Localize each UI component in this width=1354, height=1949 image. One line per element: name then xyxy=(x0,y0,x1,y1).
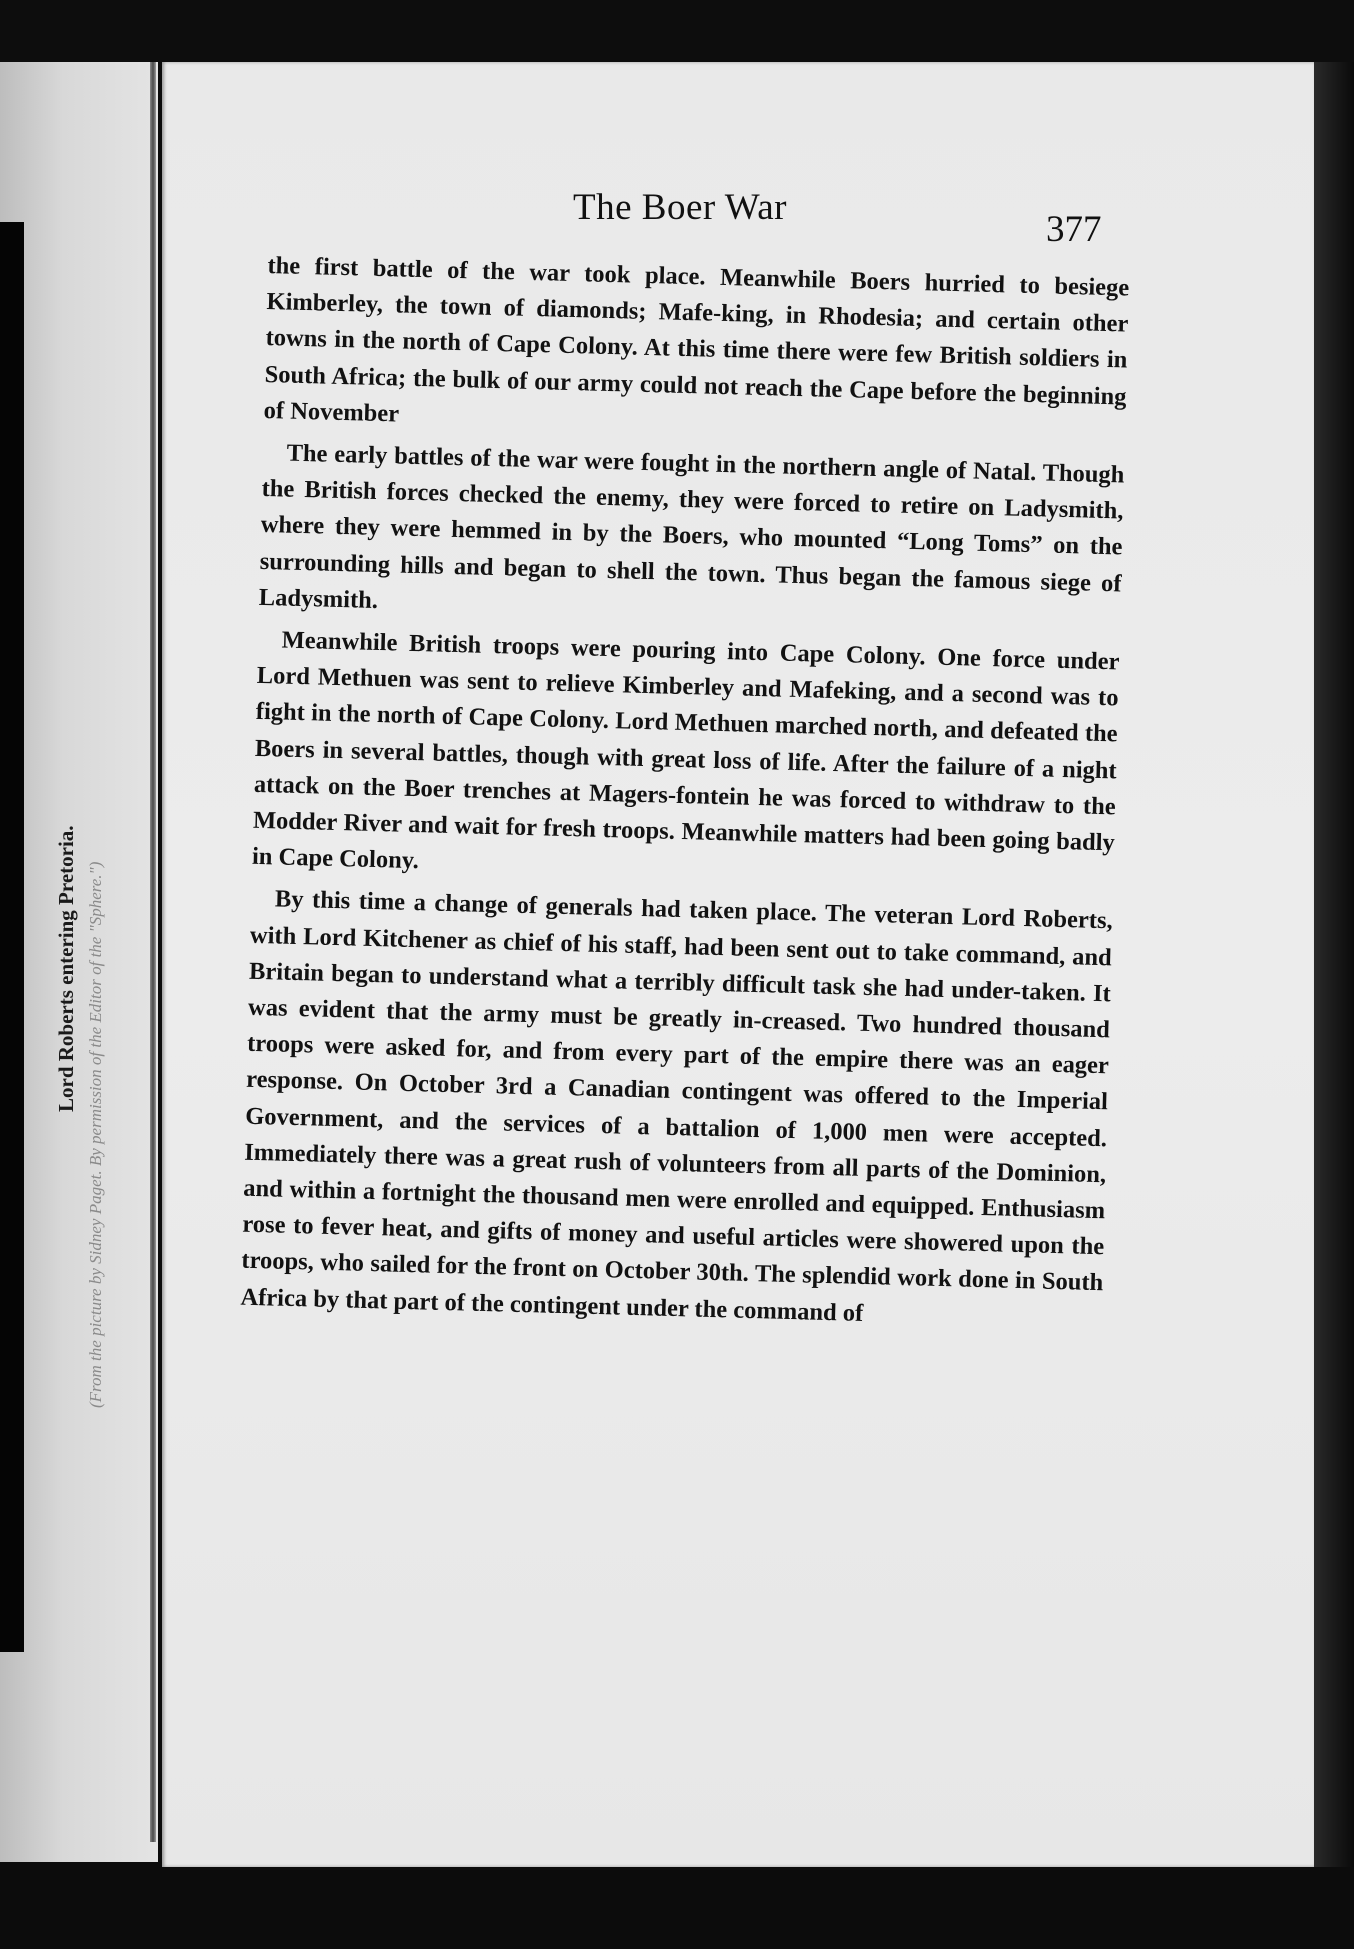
scan-top-border xyxy=(0,0,1354,62)
plate-edge-band xyxy=(0,222,24,1652)
page-body-text xyxy=(240,248,1130,1344)
book-gutter xyxy=(150,62,156,1842)
running-head: The Boer War xyxy=(573,187,787,228)
page-number: 377 xyxy=(1046,209,1102,250)
plate-caption-title-text: Lord Roberts entering Pretoria. xyxy=(54,825,78,1112)
paragraph-1: the first battle of the war took place. Meanwhile Boers hurried to besiege Kimberley, the town of diamonds; Mafe-king, in Rhodesia; and certain other towns in the north of Cape Colony. At this time there were few British soldiers in South Africa; the bulk of our army could not reach the Cape before the beginning of November xyxy=(263,251,1130,428)
paragraph-2: The early battles of the war were fought in the northern angle of Natal. Though the British forces checked the enemy, they were forced to retire on Ladysmith, where they were hemmed in by the Boers, who mounted “Long Toms” on the surrounding hills and began to shell the town. Thus began the famous siege of Ladysmith. xyxy=(258,439,1125,614)
scan-right-border xyxy=(1314,62,1354,1867)
paragraph-3: Meanwhile British troops were pouring into Cape Colony. One force under Lord Methuen was sent to relieve Kimberley and Mafeking, and a second was to fight in the north of Cape Colony. Lord Methuen marched north, and defeated the Boers in several battles, though with great loss of life. After the failure of a night attack on the Boer trenches at Magers-fontein he was forced to withdraw to the Modder River and wait for fresh troops. Meanwhile matters had been going badly in Cape Colony. xyxy=(251,626,1120,875)
plate-caption-credit-text: (From the picture by Sidney Paget. By permission of the Editor of the "Sphere.") xyxy=(86,861,105,1408)
paragraph-4: By this time a change of generals had taken place. The veteran Lord Roberts, with Lord Kitchener as chief of his staff, had been sent out to take command, and Britain began to understand what a terribly difficult task she had under-taken. It was evident that the army must be greatly in-creased. Two hundred thousand troops were asked for, and from every part of the empire there was an eager response. On October 3rd a Canadian contingent was offered to the Imperial Government, and the services of a battalion of 1,000 men were accepted. Immediately there was a great rush of volunteers from all parts of the Dominion, and within a fortnight the thousand men were enrolled and equipped. Enthusiasm rose to fever heat, and gifts of money and useful articles were showered upon the troops, who sailed for the front on October 30th. The splendid work done in South Africa by that part of the contingent under the command of xyxy=(240,885,1114,1327)
